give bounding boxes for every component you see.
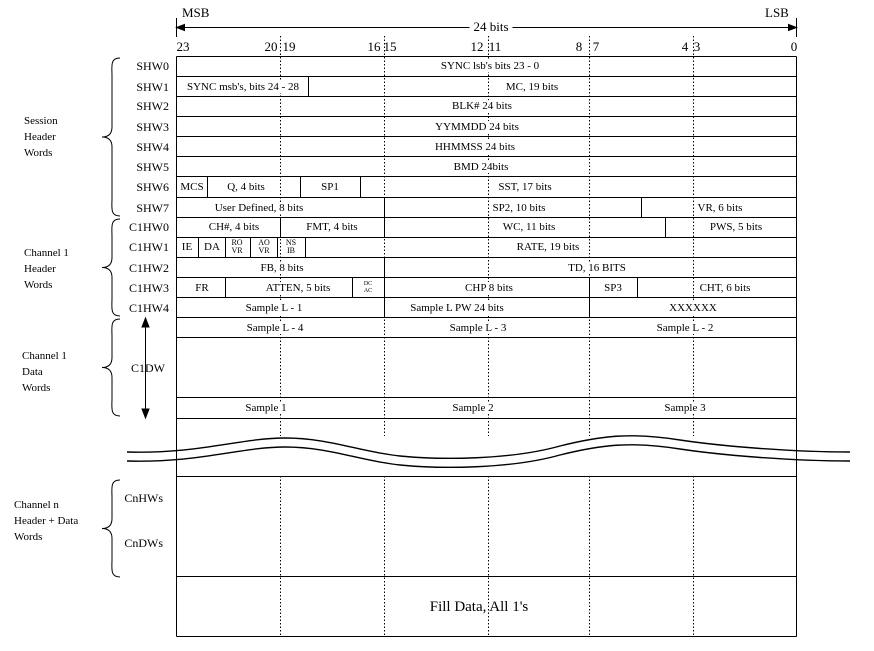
width-arrowhead-right xyxy=(789,25,797,31)
c1dw-arrowhead-up xyxy=(142,318,149,327)
field-c1hw3-dc-ac xyxy=(364,281,372,295)
field-shw0-sync-lsb: SYNC lsb's bits 23 - 0 xyxy=(440,60,540,72)
field-c1hw1-ns-ib xyxy=(286,239,296,255)
group-channel-n-line2: Header + Data xyxy=(14,515,79,527)
field-shw6-mcs: MCS xyxy=(180,181,204,193)
row-label-cndws: CnDWs xyxy=(124,536,163,550)
bit-number-7: 7 xyxy=(592,39,600,54)
field-c1hw0-fmt: FMT, 4 bits xyxy=(306,221,358,233)
field-c1hw3-chp: CHP 8 bits xyxy=(465,282,513,294)
c1dw-arrowhead-down xyxy=(142,409,149,418)
field-shw1-sync-msb: SYNC msb's, bits 24 - 28 xyxy=(187,81,299,93)
group-channel1-data-line3: Words xyxy=(22,382,51,394)
row-label-c1hw3: C1HW3 xyxy=(129,281,169,295)
msb-label: MSB xyxy=(182,5,210,20)
group-channel1-header-line2: Header xyxy=(24,263,56,275)
bit-number-11: 11 xyxy=(488,39,502,54)
field-c1hw1-da: DA xyxy=(204,241,220,253)
field-c1hw4-sample-l-pw: Sample L PW 24 bits xyxy=(410,302,504,314)
break-line-lower xyxy=(127,445,850,468)
field-c1hw3-ac: AC xyxy=(363,288,373,294)
field-shw5-bmd: BMD 24bits xyxy=(453,161,509,173)
field-c1hw2-td: TD, 16 BITS xyxy=(568,262,626,274)
group-channel1-header-line3: Words xyxy=(24,279,53,291)
field-shw7-vr: VR, 6 bits xyxy=(697,202,743,214)
field-c1hw1-ro-vr xyxy=(231,239,242,255)
group-channel-n-line3: Words xyxy=(14,531,43,543)
channel1-header-brace xyxy=(102,219,120,316)
field-c1hw1-vr-2: VR xyxy=(258,246,270,255)
row-label-c1hw4: C1HW4 xyxy=(129,301,169,315)
bit-number-20: 20 xyxy=(264,39,278,54)
field-shw1-mc: MC, 19 bits xyxy=(505,81,559,93)
break-line-upper xyxy=(127,436,850,459)
field-c1hw3-sp3: SP3 xyxy=(604,282,622,294)
field-c1dw-sample-l3: Sample L - 3 xyxy=(449,322,507,334)
row-label-c1hw1: C1HW1 xyxy=(129,240,169,254)
bit-number-8: 8 xyxy=(575,39,583,54)
group-session xyxy=(24,113,58,161)
field-c1hw2-fb: FB, 8 bits xyxy=(260,262,304,274)
field-shw2-blk: BLK# 24 bits xyxy=(452,100,512,112)
width-arrowhead-left xyxy=(177,25,185,31)
field-c1hw0-ch: CH#, 4 bits xyxy=(208,221,260,233)
field-c1hw4-sample-l1: Sample L - 1 xyxy=(245,302,303,314)
bit-number-15: 15 xyxy=(383,39,397,54)
row-label-shw7: SHW7 xyxy=(136,201,169,215)
field-c1hw1-ao: AO xyxy=(258,238,270,247)
field-shw7-user: User Defined, 8 bits xyxy=(214,202,304,214)
field-c1dw-sample-1: Sample 1 xyxy=(245,402,287,414)
row-label-c1hw2: C1HW2 xyxy=(129,261,169,275)
group-session-line2: Header xyxy=(24,131,56,143)
row-label-shw0: SHW0 xyxy=(136,59,169,73)
field-shw6-sp1: SP1 xyxy=(321,181,339,193)
row-label-shw6: SHW6 xyxy=(136,180,169,194)
bit-number-19: 19 xyxy=(282,39,296,54)
field-c1dw-sample-2: Sample 2 xyxy=(452,402,494,414)
row-label-shw4: SHW4 xyxy=(136,140,169,154)
group-channel1-header xyxy=(24,245,69,293)
group-channel1-data-line1: Channel 1 xyxy=(22,350,67,362)
field-c1dw-sample-3: Sample 3 xyxy=(664,402,706,414)
group-channel1-data xyxy=(22,348,67,396)
field-c1hw1-ns: NS xyxy=(285,238,297,247)
row-label-c1dw: C1DW xyxy=(131,361,165,375)
width-label: 24 bits xyxy=(469,20,512,34)
group-channel-n xyxy=(14,497,78,545)
bit-number-23: 23 xyxy=(176,39,190,54)
field-c1hw3-cht: CHT, 6 bits xyxy=(699,282,751,294)
bit-number-0: 0 xyxy=(790,39,798,54)
lsb-label: LSB xyxy=(765,5,789,20)
field-c1hw1-rate: RATE, 19 bits xyxy=(516,241,580,253)
group-session-line1: Session xyxy=(24,115,58,127)
bit-number-3: 3 xyxy=(693,39,701,54)
field-c1hw1-ie: IE xyxy=(181,241,193,253)
field-c1hw4-xxxxxx: XXXXXX xyxy=(669,302,717,314)
field-shw7-sp2: SP2, 10 bits xyxy=(492,202,546,214)
group-channel1-header-line1: Channel 1 xyxy=(24,247,69,259)
bit-number-12: 12 xyxy=(470,39,484,54)
field-c1hw3-atten: ATTEN, 5 bits xyxy=(265,282,331,294)
field-c1hw3-dc: DC xyxy=(363,281,373,287)
row-label-c1hw0: C1HW0 xyxy=(129,220,169,234)
bit-number-16: 16 xyxy=(367,39,381,54)
row-label-shw2: SHW2 xyxy=(136,99,169,113)
fill-data-label: Fill Data, All 1's xyxy=(429,599,529,615)
row-label-shw5: SHW5 xyxy=(136,160,169,174)
row-label-cnhws: CnHWs xyxy=(124,491,163,505)
group-channel-n-line1: Channel n xyxy=(14,499,59,511)
field-shw6-q: Q, 4 bits xyxy=(227,181,265,193)
bit-number-4: 4 xyxy=(681,39,689,54)
field-c1hw0-pws: PWS, 5 bits xyxy=(709,221,763,233)
field-shw3-date: YYMMDD 24 bits xyxy=(435,121,519,133)
group-session-line3: Words xyxy=(24,147,53,159)
session-brace xyxy=(102,58,120,216)
field-c1hw1-vr-1: VR xyxy=(231,246,243,255)
channel1-data-brace xyxy=(102,319,120,416)
field-c1hw3-fr: FR xyxy=(195,282,209,294)
field-c1hw1-ro: RO xyxy=(231,238,243,247)
row-label-shw3: SHW3 xyxy=(136,120,169,134)
group-channel1-data-line2: Data xyxy=(22,366,43,378)
field-c1dw-sample-l2: Sample L - 2 xyxy=(656,322,714,334)
field-shw4-time: HHMMSS 24 bits xyxy=(434,141,516,153)
field-c1hw1-ao-vr xyxy=(258,239,270,255)
channel-n-brace xyxy=(102,480,120,577)
field-c1dw-sample-l4: Sample L - 4 xyxy=(246,322,304,334)
field-shw6-sst: SST, 17 bits xyxy=(498,181,552,193)
field-c1hw1-ib: IB xyxy=(286,246,295,255)
field-c1hw0-wc: WC, 11 bits xyxy=(502,221,556,233)
row-label-shw1: SHW1 xyxy=(136,80,169,94)
